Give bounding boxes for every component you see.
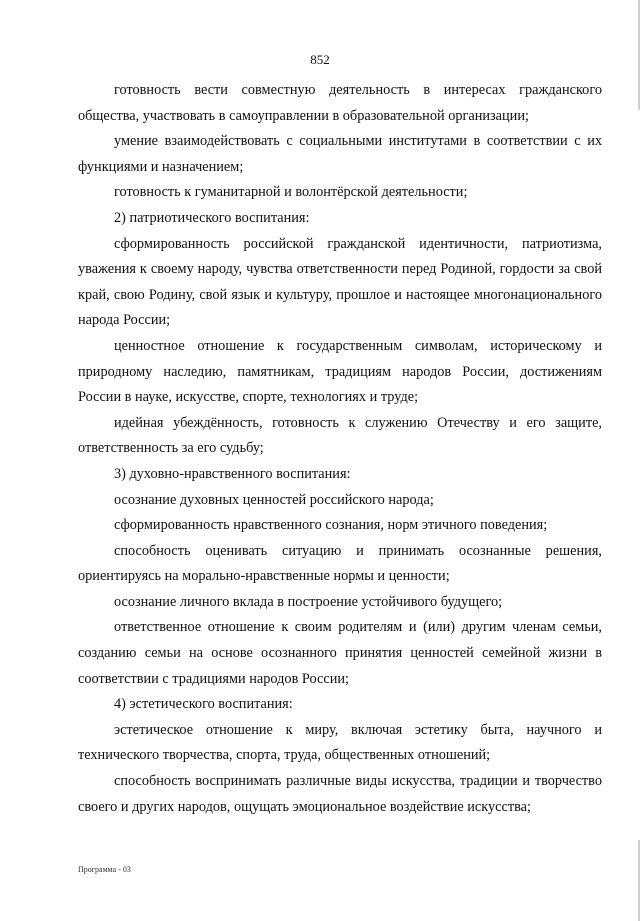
paragraph: способность оценивать ситуацию и принимать осознанные решения, ориентируясь на морально-нравственные нормы и ценности; (78, 542, 602, 585)
paragraph: умение взаимодействовать с социальными институтами в соответствии с их функциями и назначением; (78, 133, 602, 175)
paragraph: готовность вести совместную деятельность в интересах гражданского общества, участвовать в самоуправлении в образовательной организации; (78, 82, 602, 124)
paragraph: сформированность нравственного сознания, норм этичного поведения; (114, 517, 548, 534)
section-heading: 4) эстетического воспитания: (114, 696, 293, 713)
paragraph: способность воспринимать различные виды искусства, традиции и творчество своего и других народов, ощущать эмоциональное воздействие искусства; (78, 773, 602, 815)
paragraph: эстетическое отношение к миру, включая эстетику быта, научного и технического творчества, спорта, труда, общественных отношений; (78, 721, 602, 764)
paragraph: осознание личного вклада в построение устойчивого будущего; (114, 593, 503, 610)
page-number: 852 (310, 52, 330, 67)
page-footer: Программа - 03 (78, 865, 131, 874)
paragraph: сформированность российской гражданской идентичности, патриотизма, уважения к своему народу, чувства ответственности перед Родиной, гордости за свой край, свою Родину, свой язык и культуру, прошлое и настоящее многонационального народа России; (78, 235, 602, 329)
section-heading: 2) патриотического воспитания: (114, 209, 310, 226)
document-body (78, 78, 602, 820)
paragraph: готовность к гуманитарной и волонтёрской деятельности; (114, 184, 468, 201)
paragraph: осознание духовных ценностей российского народа; (114, 491, 434, 508)
paragraph: ценностное отношение к государственным символам, историческому и природному наследию, памятникам, традициям народов России, достижениям России в науке, искусстве, спорте, технологиях и труде; (78, 337, 602, 406)
paragraph: идейная убеждённость, готовность к служению Отечеству и его защите, ответственность за его судьбу; (78, 414, 602, 457)
section-heading: 3) духовно-нравственного воспитания: (114, 465, 351, 482)
paragraph: ответственное отношение к своим родителям и (или) другим членам семьи, созданию семьи на основе осознанного принятия ценностей семейной жизни в соответствии с традициями народов России; (78, 619, 602, 687)
